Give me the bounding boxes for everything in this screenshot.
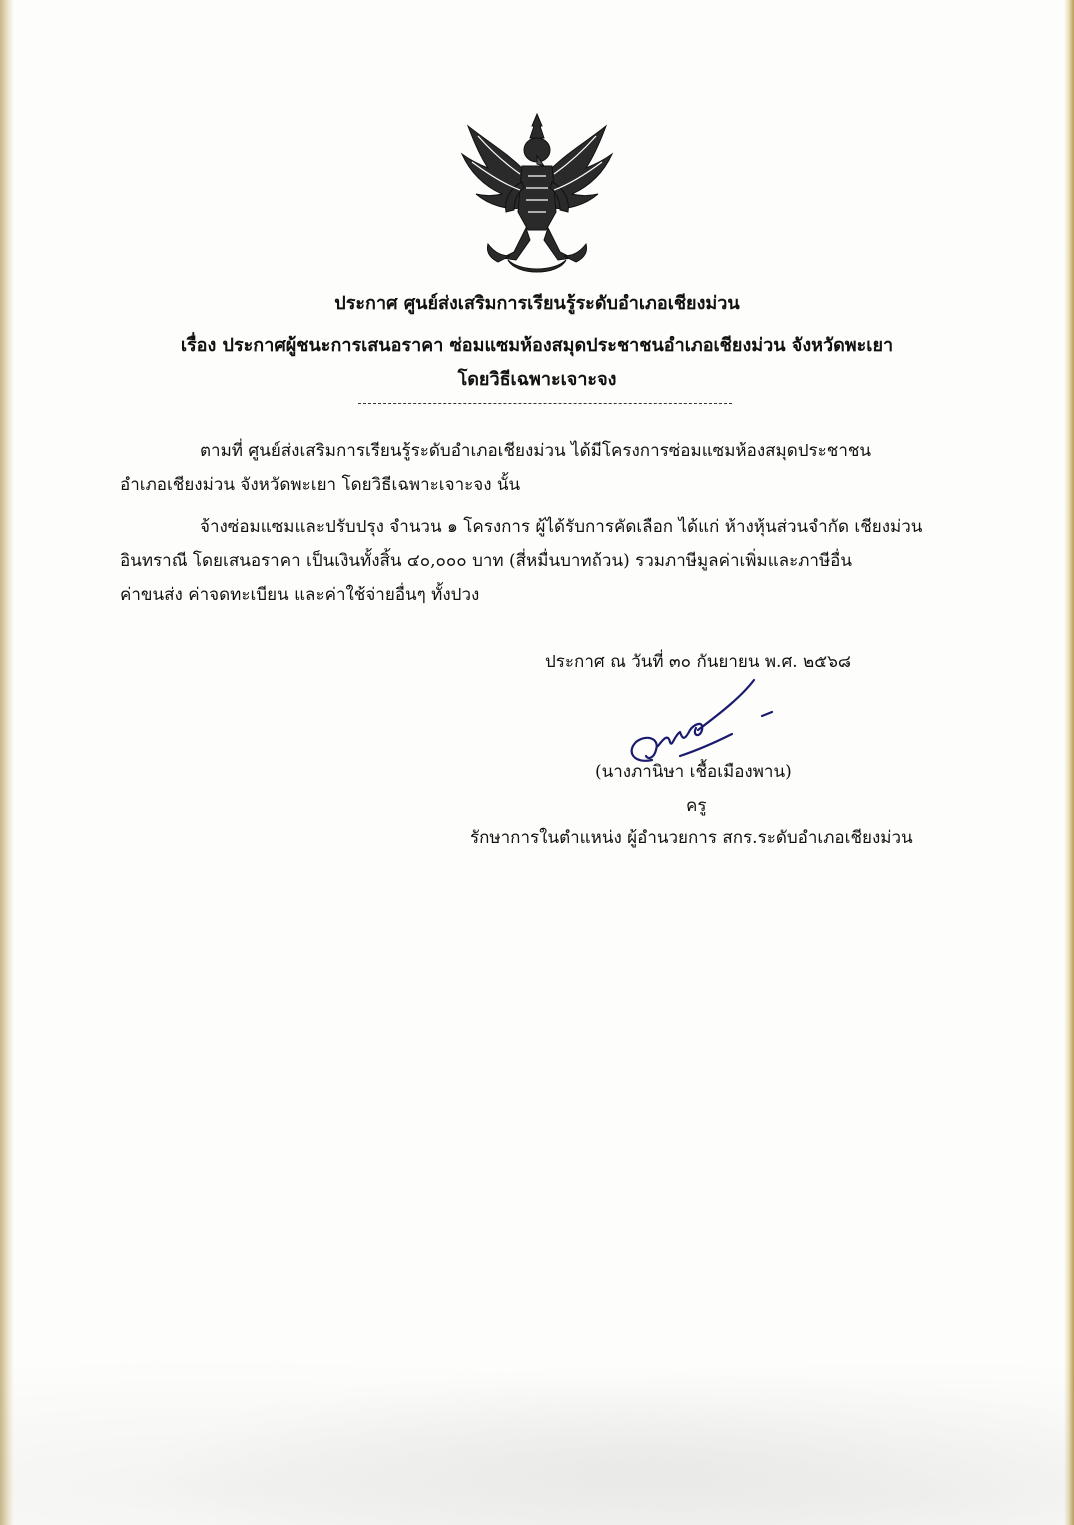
- signer-role: รักษาการในตำแหน่ง ผู้อำนวยการ สกร.ระดับอำเภอเชียงม่วน: [470, 828, 913, 848]
- announcement-method: โดยวิธีเฉพาะเจาะจง: [457, 369, 617, 390]
- announcement-title: ประกาศ ศูนย์ส่งเสริมการเรียนรู้ระดับอำเภอเชียงม่วน: [334, 293, 740, 314]
- paper-edge-right: [1064, 0, 1074, 1525]
- paragraph2-line3: ค่าขนส่ง ค่าจดทะเบียน และค่าใช้จ่ายอื่นๆ ทั้งปวง: [120, 585, 480, 605]
- signer-position: ครู: [686, 796, 707, 816]
- paragraph1-line2: อำเภอเชียงม่วน จังหวัดพะเยา โดยวิธีเฉพาะเจาะจง นั้น: [120, 475, 521, 495]
- separator-line: [358, 403, 732, 404]
- paragraph1-line1: ตามที่ ศูนย์ส่งเสริมการเรียนรู้ระดับอำเภอเชียงม่วน ได้มีโครงการซ่อมแซมห้องสมุดประชาชน: [200, 441, 872, 461]
- announcement-subject: เรื่อง ประกาศผู้ชนะการเสนอราคา ซ่อมแซมห้องสมุดประชาชนอำเภอเชียงม่วน จังหวัดพะเยา: [180, 335, 894, 356]
- signer-name: (นางภานิษา เชื้อเมืองพาน): [595, 762, 792, 782]
- paragraph2-line1: จ้างซ่อมแซมและปรับปรุง จำนวน ๑ โครงการ ผู้ได้รับการคัดเลือก ได้แก่ ห้างหุ้นส่วนจำกัด เชียงม่วน: [200, 517, 923, 537]
- paragraph2-line2: อินทราณี โดยเสนอราคา เป็นเงินทั้งสิ้น ๔๐,๐๐๐ บาท (สี่หมื่นบาทถ้วน) รวมภาษีมูลค่าเพิ่มและภาษีอื่น: [120, 551, 853, 571]
- paper-crease-shading: [0, 1335, 1074, 1525]
- announcement-date: ประกาศ ณ วันที่ ๓๐ กันยายน พ.ศ. ๒๕๖๘: [545, 652, 852, 672]
- garuda-emblem-icon: [458, 112, 616, 280]
- paper-edge-left: [0, 0, 14, 1525]
